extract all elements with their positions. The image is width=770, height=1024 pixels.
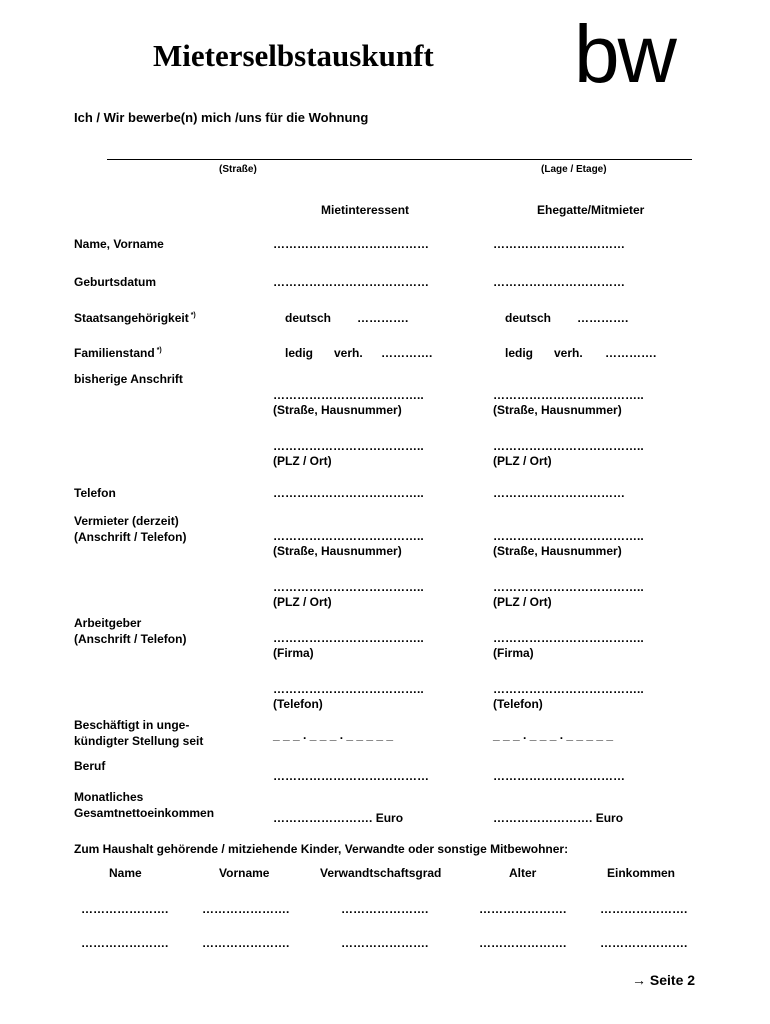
label-name: Name, Vorname [74, 237, 164, 251]
landlord-plz-field-tenant[interactable]: ……………………………….. [273, 580, 424, 594]
employer-firm-field-partner[interactable]: ……………………………….. [493, 631, 644, 645]
label-landlord: Vermieter (derzeit) [74, 514, 179, 528]
label-profession: Beruf [74, 759, 106, 773]
landlord-street-field-partner[interactable]: ……………………………….. [493, 529, 644, 543]
label-phone: Telefon [74, 486, 116, 500]
household-heading: Zum Haushalt gehörende / mitziehende Kinder, Verwandte oder sonstige Mitbewohner: [74, 842, 569, 856]
household-row2-income[interactable]: …………………. [600, 936, 688, 950]
prev-plz-caption-partner: (PLZ / Ort) [493, 454, 552, 468]
household-row1-age[interactable]: …………………. [479, 902, 567, 916]
euro-label: Euro [375, 811, 404, 825]
landlord-plz-caption-tenant: (PLZ / Ort) [273, 595, 332, 609]
prev-plz-field-partner[interactable]: ……………………………….. [493, 439, 644, 453]
household-row2-name[interactable]: …………………. [81, 936, 169, 950]
label-nationality-text: Staatsangehörigkeit [74, 311, 189, 325]
employer-phone-caption-partner: (Telefon) [493, 697, 543, 711]
employer-phone-field-partner[interactable]: ……………………………….. [493, 682, 644, 696]
landlord-street-caption-partner: (Straße, Hausnummer) [493, 544, 622, 558]
household-col-relationship: Verwandtschaftsgrad [320, 866, 442, 880]
prev-plz-caption-tenant: (PLZ / Ort) [273, 454, 332, 468]
nationality-field-tenant[interactable]: …………. [357, 311, 409, 325]
birthdate-field-partner[interactable]: …………………………… [493, 275, 625, 289]
employer-firm-field-tenant[interactable]: ……………………………….. [273, 631, 424, 645]
label-employer-contact: (Anschrift / Telefon) [74, 632, 187, 646]
label-income-2: Gesamtnettoeinkommen [74, 806, 215, 820]
employer-firm-caption-tenant: (Firma) [273, 646, 314, 660]
income-field-partner[interactable] [493, 811, 623, 825]
employer-phone-caption-tenant: (Telefon) [273, 697, 323, 711]
household-row2-relationship[interactable]: …………………. [341, 936, 429, 950]
landlord-plz-caption-partner: (PLZ / Ort) [493, 595, 552, 609]
street-caption: (Straße) [219, 164, 257, 175]
marital-option-single-tenant[interactable]: ledig [285, 346, 314, 360]
label-marital-status [74, 346, 162, 360]
nationality-field-partner[interactable]: …………. [577, 311, 629, 325]
birthdate-field-tenant[interactable]: ………………………………… [273, 275, 429, 289]
income-dots-partner: ……………………. [493, 811, 593, 825]
employer-firm-caption-partner: (Firma) [493, 646, 534, 660]
form-title: Mieterselbstauskunft [153, 38, 434, 73]
household-col-age: Alter [509, 866, 537, 880]
phone-field-tenant[interactable]: ……………………………….. [273, 486, 424, 500]
prev-plz-field-tenant[interactable]: ……………………………….. [273, 439, 424, 453]
income-field-tenant[interactable] [273, 811, 403, 825]
landlord-plz-field-partner[interactable]: ……………………………….. [493, 580, 644, 594]
landlord-street-caption-tenant: (Straße, Hausnummer) [273, 544, 402, 558]
income-dots-tenant: ……………………. [273, 811, 373, 825]
name-field-tenant[interactable]: ………………………………… [273, 237, 429, 251]
prev-street-field-tenant[interactable]: ……………………………….. [273, 388, 424, 402]
next-page-label: Seite 2 [649, 972, 696, 988]
company-logo: bw [574, 9, 675, 100]
footnote-mark: *) [156, 347, 162, 354]
column-header-tenant: Mietinteressent [321, 203, 410, 217]
marital-field-partner[interactable]: …………. [605, 346, 657, 360]
marital-option-married-tenant[interactable]: verh. [334, 346, 363, 360]
prev-street-caption-partner: (Straße, Hausnummer) [493, 403, 622, 417]
marital-option-single-partner[interactable]: ledig [505, 346, 534, 360]
label-employer: Arbeitgeber [74, 616, 142, 630]
arrow-right-icon: → [632, 972, 646, 988]
employed-date-field-partner[interactable]: _ _ _ . _ _ _ . _ _ _ _ _ [493, 728, 614, 742]
nationality-value-tenant: deutsch [285, 311, 332, 325]
floor-caption: (Lage / Etage) [541, 164, 607, 175]
address-line[interactable] [107, 159, 692, 160]
household-row1-firstname[interactable]: …………………. [202, 902, 290, 916]
label-nationality [74, 311, 196, 325]
label-employed-since: Beschäftigt in unge- [74, 718, 190, 732]
profession-field-partner[interactable]: …………………………… [493, 769, 625, 783]
marital-field-tenant[interactable]: …………. [381, 346, 433, 360]
household-col-name: Name [109, 866, 142, 880]
profession-field-tenant[interactable]: ………………………………… [273, 769, 429, 783]
label-income: Monatliches [74, 790, 144, 804]
intro-text: Ich / Wir bewerbe(n) mich /uns für die Wohnung [74, 110, 369, 125]
label-birthdate: Geburtsdatum [74, 275, 157, 289]
footnote-mark: *) [190, 312, 196, 319]
household-row1-name[interactable]: …………………. [81, 902, 169, 916]
household-row1-relationship[interactable]: …………………. [341, 902, 429, 916]
label-marital-status-text: Familienstand [74, 346, 155, 360]
euro-label: Euro [595, 811, 624, 825]
household-col-income: Einkommen [607, 866, 676, 880]
label-previous-address: bisherige Anschrift [74, 372, 183, 386]
employed-date-field-tenant[interactable]: _ _ _ . _ _ _ . _ _ _ _ _ [273, 728, 394, 742]
column-header-partner: Ehegatte/Mitmieter [537, 203, 645, 217]
household-row2-age[interactable]: …………………. [479, 936, 567, 950]
name-field-partner[interactable]: …………………………… [493, 237, 625, 251]
household-row2-firstname[interactable]: …………………. [202, 936, 290, 950]
prev-street-caption-tenant: (Straße, Hausnummer) [273, 403, 402, 417]
marital-option-married-partner[interactable]: verh. [554, 346, 583, 360]
prev-street-field-partner[interactable]: ……………………………….. [493, 388, 644, 402]
employer-phone-field-tenant[interactable]: ……………………………….. [273, 682, 424, 696]
nationality-value-partner: deutsch [505, 311, 552, 325]
label-employed-since-2: kündigter Stellung seit [74, 734, 204, 748]
household-col-firstname: Vorname [219, 866, 270, 880]
label-landlord-contact: (Anschrift / Telefon) [74, 530, 187, 544]
landlord-street-field-tenant[interactable]: ……………………………….. [273, 529, 424, 543]
household-row1-income[interactable]: …………………. [600, 902, 688, 916]
next-page-link[interactable] [632, 972, 695, 988]
phone-field-partner[interactable]: …………………………… [493, 486, 625, 500]
